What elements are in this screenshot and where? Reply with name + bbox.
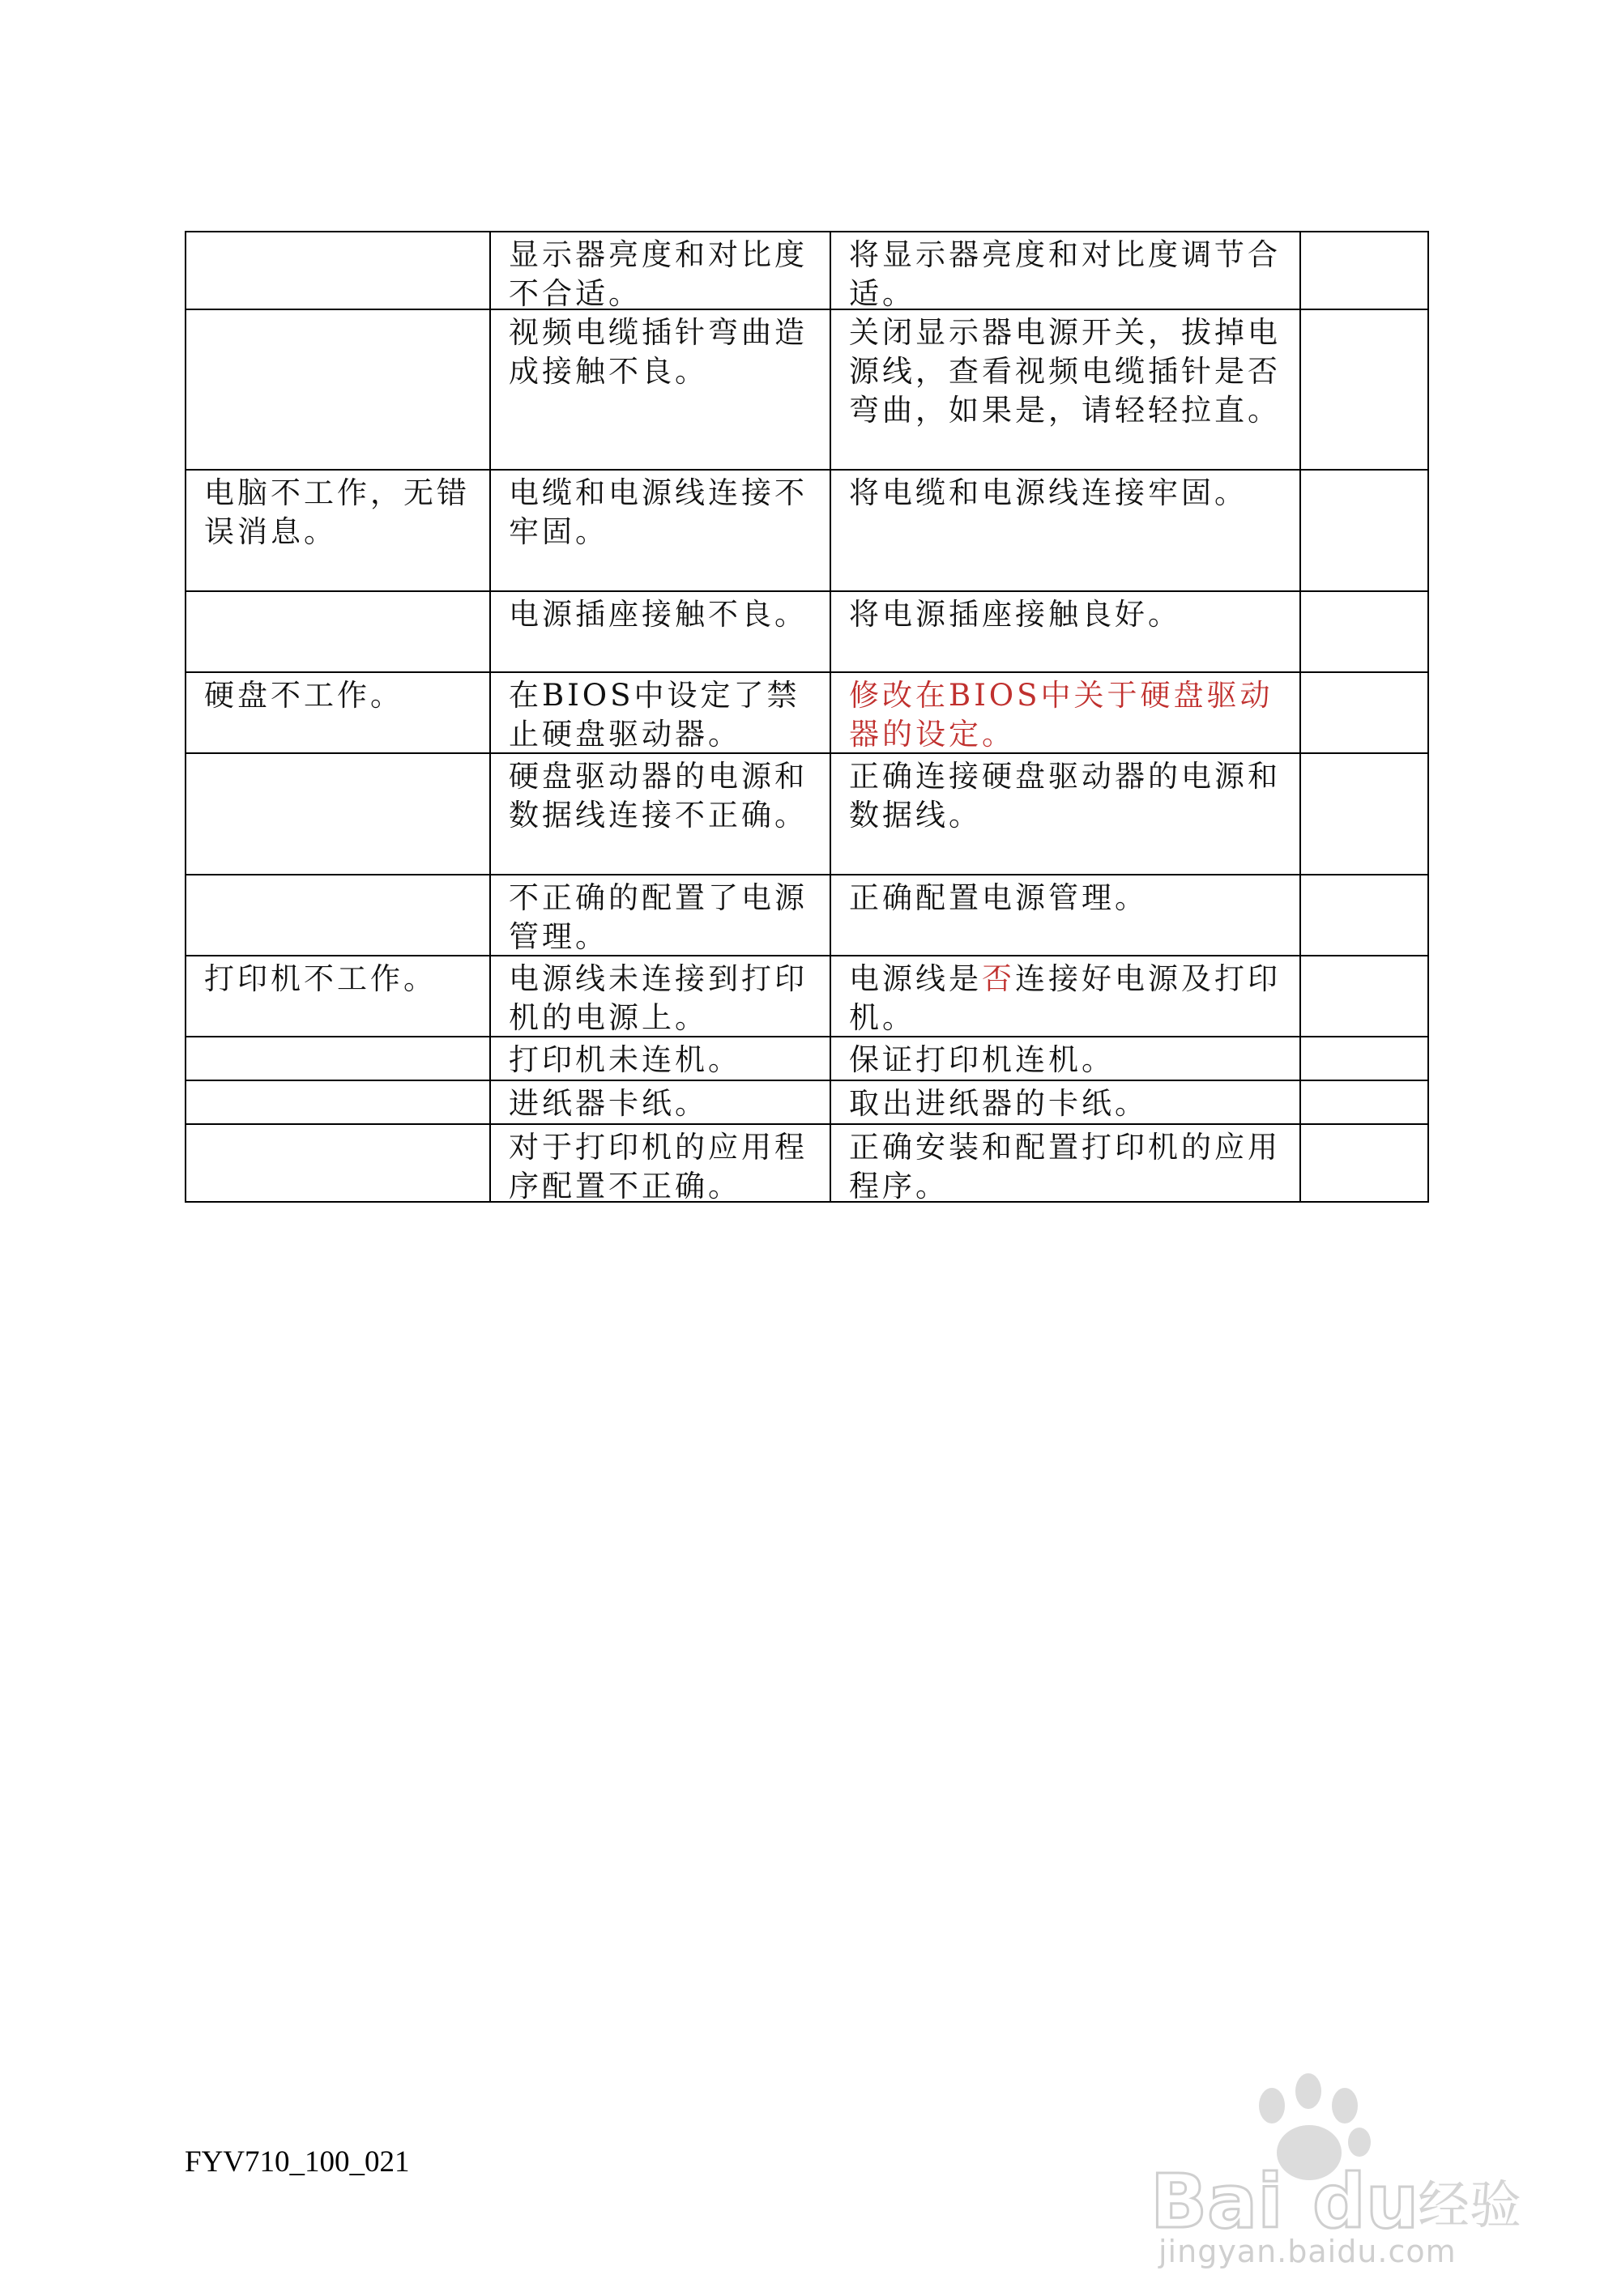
notes-cell (1301, 754, 1429, 874)
notes-cell (1301, 1125, 1429, 1201)
svg-text:du: du (1312, 2158, 1419, 2245)
notes-cell (1301, 471, 1429, 590)
cause-cell: 电源线未连接到打印机的电源上。 (491, 956, 831, 1036)
table-row (186, 592, 1429, 673)
cause-cell: 对于打印机的应用程序配置不正确。 (491, 1125, 831, 1201)
symptom-cell: 硬盘不工作。 (186, 673, 491, 752)
table-row (186, 1081, 1429, 1125)
solution-text-part: 连接好电源及打印机。 (849, 961, 1281, 1035)
symptom-cell (186, 1081, 491, 1123)
symptom-cell (186, 310, 491, 469)
table-row (186, 1125, 1429, 1203)
symptom-cell: 电脑不工作，无错误消息。 (186, 471, 491, 590)
symptom-cell (186, 754, 491, 874)
table-row (186, 471, 1429, 592)
table-row (186, 754, 1429, 875)
notes-cell (1301, 310, 1429, 469)
watermark-url: jingyan.baidu.com (1158, 2234, 1457, 2269)
solution-cell: 正确连接硬盘驱动器的电源和数据线。 (831, 754, 1301, 874)
notes-cell (1301, 956, 1429, 1036)
cause-cell: 不正确的配置了电源管理。 (491, 875, 831, 955)
table-row (186, 310, 1429, 471)
solution-cell: 正确配置电源管理。 (831, 875, 1301, 955)
table-row (186, 956, 1429, 1037)
highlighted-text: 否 (982, 961, 1015, 996)
solution-cell: 修改在BIOS中关于硬盘驱动器的设定。 (831, 673, 1301, 752)
notes-cell (1301, 232, 1429, 309)
notes-cell (1301, 673, 1429, 752)
notes-cell (1301, 875, 1429, 955)
table-row (186, 673, 1429, 754)
cause-cell: 打印机未连机。 (491, 1037, 831, 1080)
symptom-cell (186, 232, 491, 309)
solution-cell: 将电缆和电源线连接牢固。 (831, 471, 1301, 590)
svg-text:Bai: Bai (1150, 2158, 1283, 2245)
table-row (186, 232, 1429, 310)
symptom-cell (186, 875, 491, 955)
solution-cell: 保证打印机连机。 (831, 1037, 1301, 1080)
solution-cell (831, 956, 1301, 1036)
cause-cell: 电源插座接触不良。 (491, 592, 831, 671)
troubleshooting-table (185, 231, 1429, 1203)
svg-text:经验: 经验 (1418, 2176, 1521, 2236)
cause-cell: 显示器亮度和对比度不合适。 (491, 232, 831, 309)
symptom-cell: 打印机不工作。 (186, 956, 491, 1036)
table-row (186, 875, 1429, 956)
cause-cell: 电缆和电源线连接不牢固。 (491, 471, 831, 590)
document-code: FYV710_100_021 (185, 2145, 410, 2179)
notes-cell (1301, 592, 1429, 671)
symptom-cell (186, 592, 491, 671)
notes-cell (1301, 1037, 1429, 1080)
solution-cell: 将电源插座接触良好。 (831, 592, 1301, 671)
cause-cell: 硬盘驱动器的电源和数据线连接不正确。 (491, 754, 831, 874)
table-row (186, 1037, 1429, 1081)
cause-cell: 在BIOS中设定了禁止硬盘驱动器。 (491, 673, 831, 752)
solution-cell: 将显示器亮度和对比度调节合适。 (831, 232, 1301, 309)
notes-cell (1301, 1081, 1429, 1123)
cause-cell: 视频电缆插针弯曲造成接触不良。 (491, 310, 831, 469)
solution-cell: 取出进纸器的卡纸。 (831, 1081, 1301, 1123)
solution-text-part: 电源线是 (849, 961, 982, 996)
cause-cell: 进纸器卡纸。 (491, 1081, 831, 1123)
symptom-cell (186, 1125, 491, 1201)
solution-cell: 关闭显示器电源开关，拔掉电源线，查看视频电缆插针是否弯曲，如果是，请轻轻拉直。 (831, 310, 1301, 469)
symptom-cell (186, 1037, 491, 1080)
solution-cell: 正确安装和配置打印机的应用程序。 (831, 1125, 1301, 1201)
